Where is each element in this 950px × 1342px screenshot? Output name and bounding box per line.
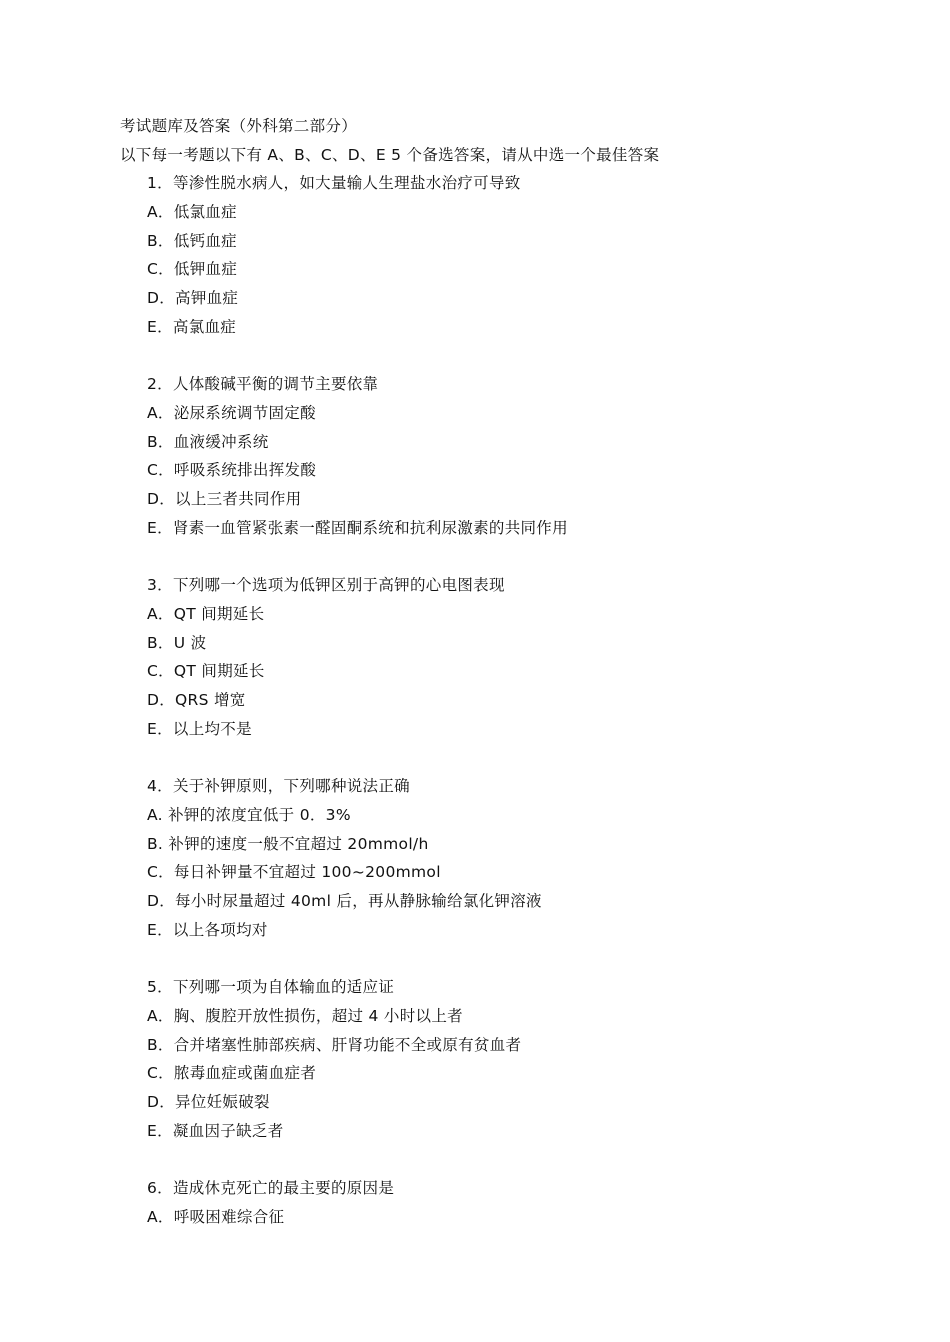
answer-option: C．QT 间期延长 <box>147 662 265 680</box>
answer-option: E．以上各项均对 <box>147 921 268 939</box>
answer-option: B．血液缓冲系统 <box>147 433 269 451</box>
question-stem: 2．人体酸碱平衡的调节主要依靠 <box>147 375 379 393</box>
answer-option: B．合并堵塞性肺部疾病、肝肾功能不全或原有贫血者 <box>147 1036 522 1054</box>
question-stem: 3．下列哪一个选项为低钾区别于高钾的心电图表现 <box>147 576 505 594</box>
answer-option: A．呼吸困难综合征 <box>147 1208 285 1226</box>
answer-option: D．每小时尿量超过 40ml 后，再从静脉输给氯化钾溶液 <box>147 892 542 910</box>
question-stem: 6．造成休克死亡的最主要的原因是 <box>147 1179 395 1197</box>
answer-option: A．QT 间期延长 <box>147 605 265 623</box>
answer-option: E．高氯血症 <box>147 318 237 336</box>
answer-option: C．每日补钾量不宜超过 100~200mmol <box>147 863 441 881</box>
answer-option: D．QRS 增宽 <box>147 691 246 709</box>
question-stem: 1．等渗性脱水病人，如大量输人生理盐水治疗可导致 <box>147 174 521 192</box>
answer-option: C．呼吸系统排出挥发酸 <box>147 461 317 479</box>
answer-option: A．低氯血症 <box>147 203 237 221</box>
answer-option: D．异位妊娠破裂 <box>147 1093 270 1111</box>
answer-option: E．凝血因子缺乏者 <box>147 1122 284 1140</box>
answer-option: D．以上三者共同作用 <box>147 490 302 508</box>
answer-option: C．脓毒血症或菌血症者 <box>147 1064 317 1082</box>
answer-option: C．低钾血症 <box>147 260 238 278</box>
document-title: 考试题库及答案（外科第二部分） <box>120 117 358 135</box>
answer-option: A. 补钾的浓度宜低于 0．3% <box>147 806 351 824</box>
answer-option: A．胸、腹腔开放性损伤，超过 4 小时以上者 <box>147 1007 463 1025</box>
instructions-text: 以下每一考题以下有 A、B、C、D、E 5 个备选答案，请从中选一个最佳答案 <box>120 146 660 164</box>
question-stem: 5．下列哪一项为自体输血的适应证 <box>147 978 395 996</box>
answer-option: A．泌尿系统调节固定酸 <box>147 404 316 422</box>
answer-option: B. 补钾的速度一般不宜超过 20mmol/h <box>147 835 429 853</box>
answer-option: B．U 波 <box>147 634 207 652</box>
answer-option: E．肾素一血管紧张素一醛固酮系统和抗利尿激素的共同作用 <box>147 519 568 537</box>
answer-option: B．低钙血症 <box>147 232 237 250</box>
answer-option: D．高钾血症 <box>147 289 239 307</box>
question-stem: 4．关于补钾原则，下列哪种说法正确 <box>147 777 410 795</box>
answer-option: E．以上均不是 <box>147 720 252 738</box>
